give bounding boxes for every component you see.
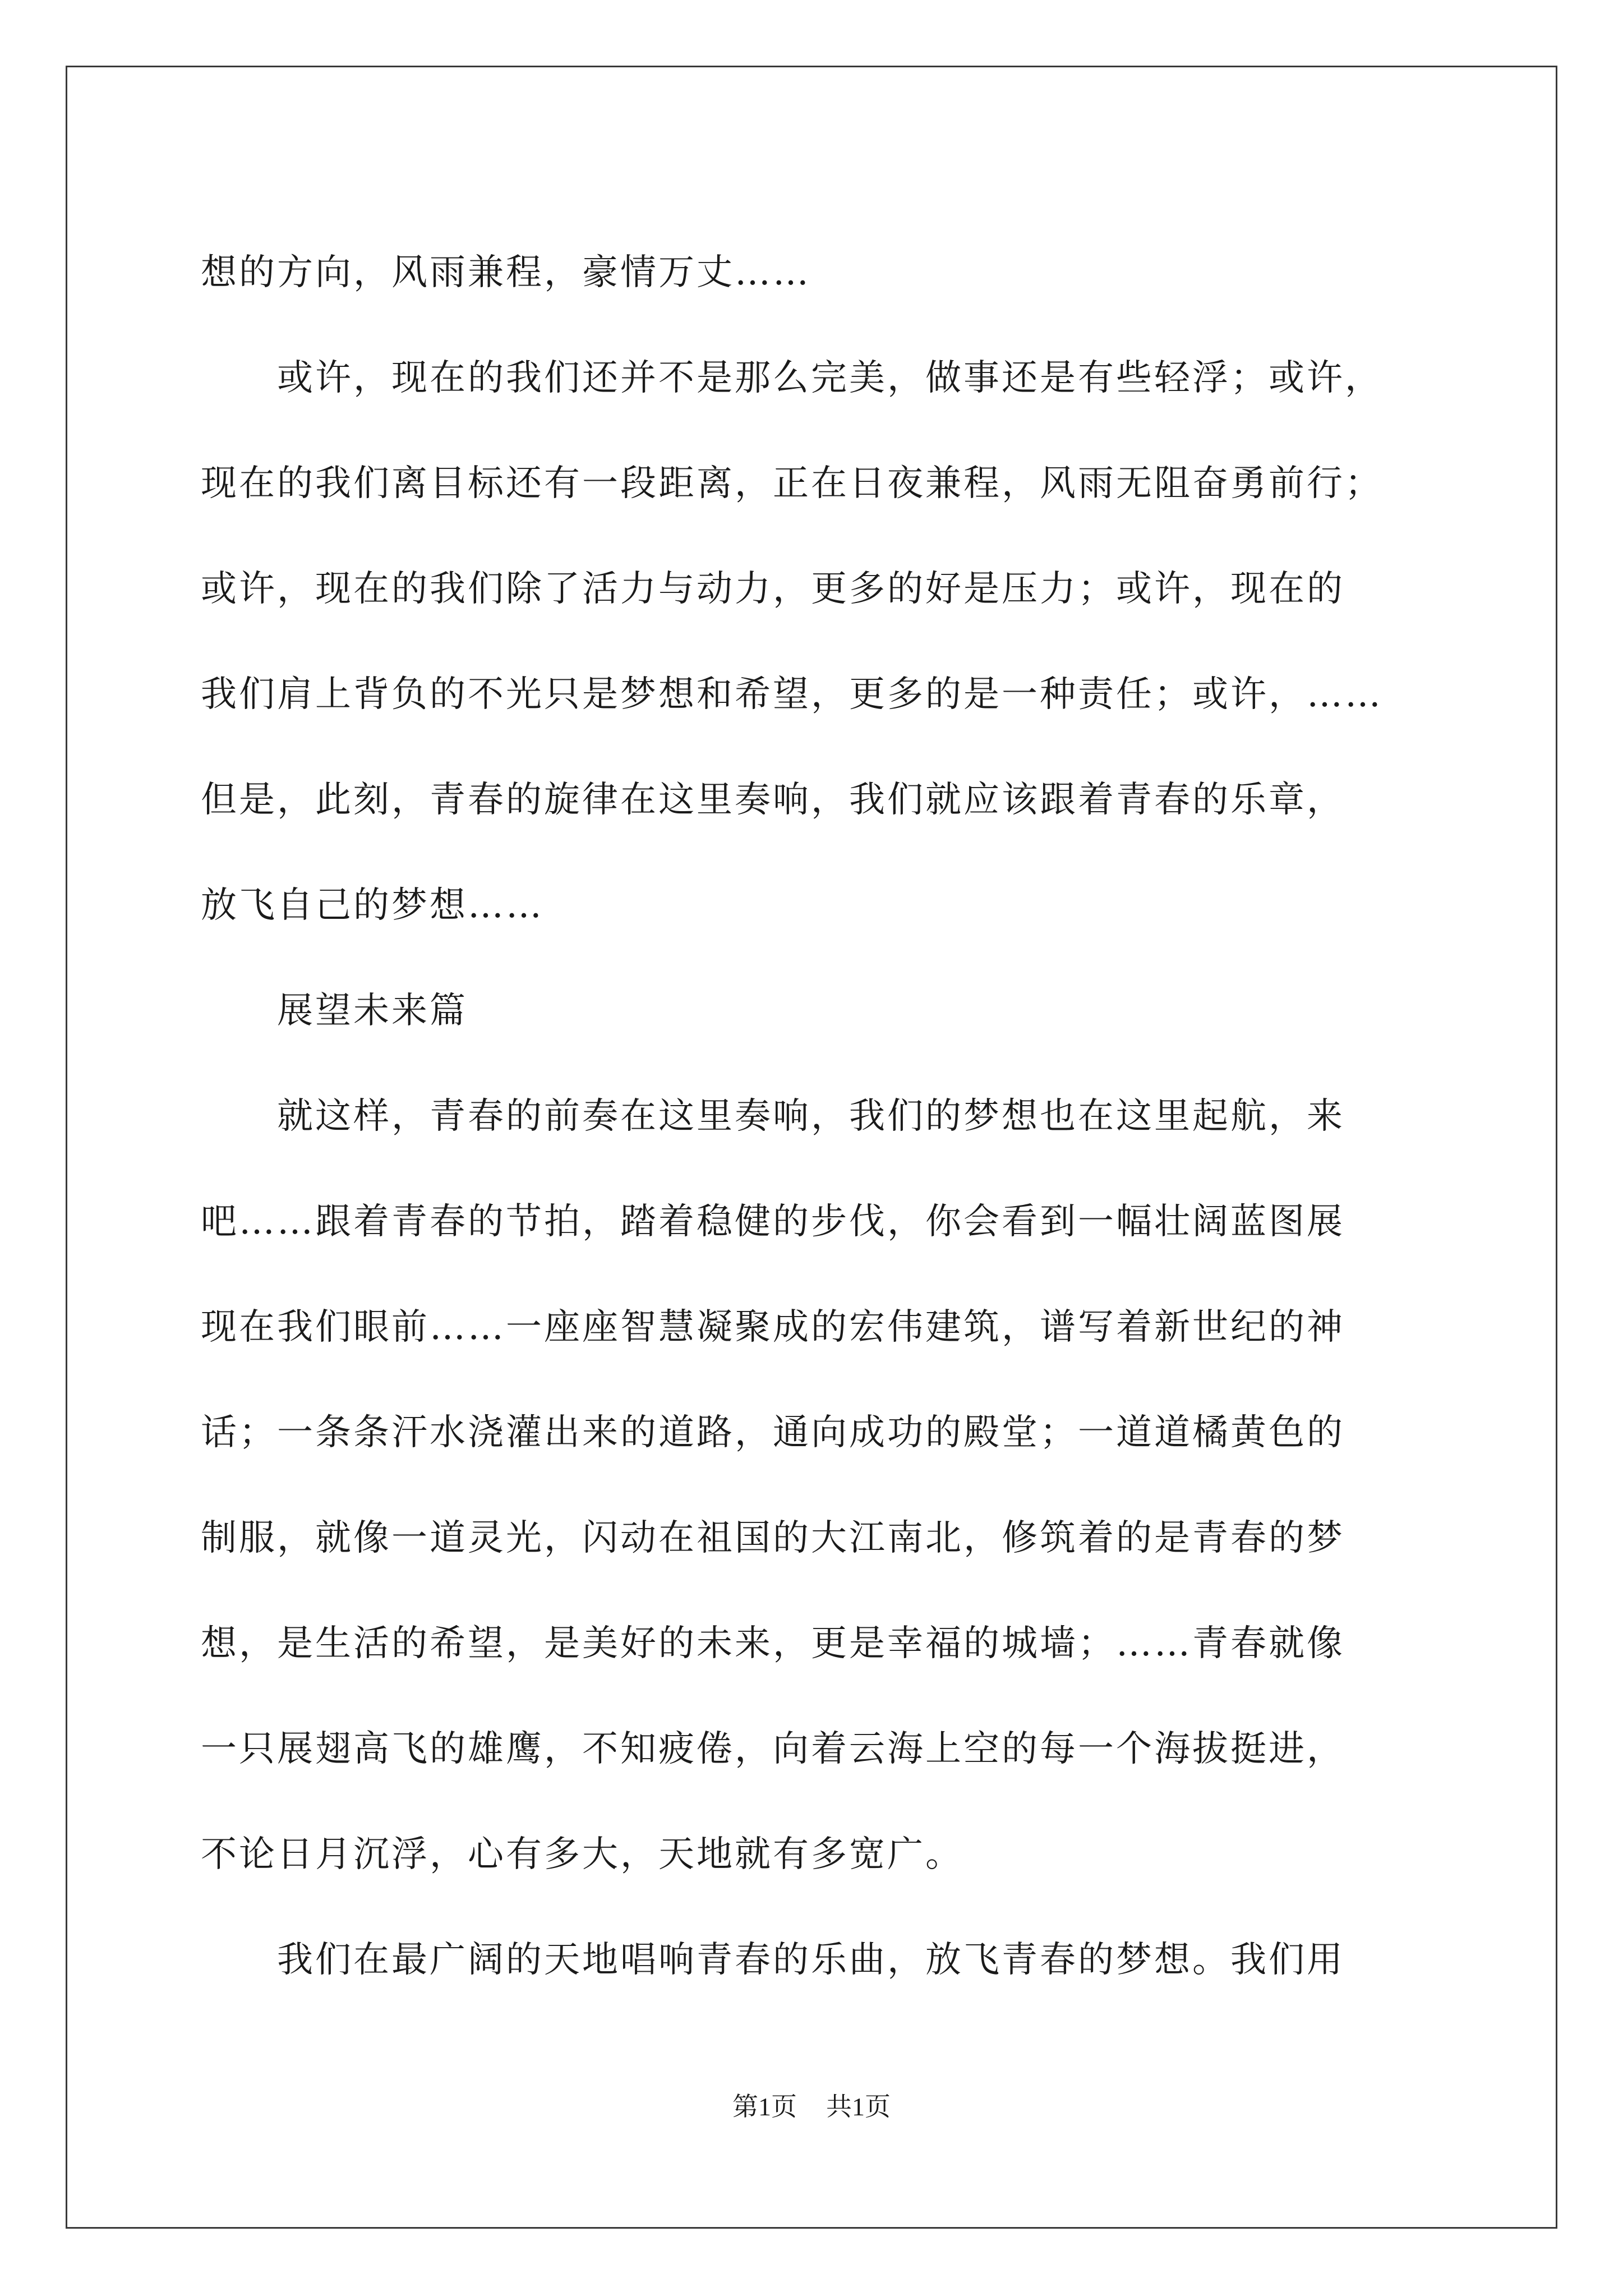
page-footer: [0, 2090, 1623, 2124]
section-heading: 展望未来篇: [201, 990, 468, 1032]
text-line: 我们肩上背负的不光只是梦想和希望，更多的是一种责任；或许，……: [201, 674, 1383, 715]
text-line: 一只展翅高飞的雄鹰，不知疲倦，向着云海上空的每一个海拔挺进，: [201, 1728, 1345, 1770]
page-total: 共1页: [826, 2092, 891, 2121]
text-line: 制服，就像一道灵光，闪动在祖国的大江南北，修筑着的是青春的梦: [201, 1517, 1345, 1559]
text-line: 或许，现在的我们还并不是那么完美，做事还是有些轻浮；或许，: [201, 357, 1383, 399]
text-line: 放飞自己的梦想……: [201, 885, 544, 926]
text-line: 不论日月沉浮，心有多大，天地就有多宽广。: [201, 1834, 963, 1875]
text-line: 现在的我们离目标还有一段距离，正在日夜兼程，风雨无阻奋勇前行；: [201, 463, 1383, 504]
text-line: 现在我们眼前……一座座智慧凝聚成的宏伟建筑，谱写着新世纪的神: [201, 1306, 1345, 1348]
text-line: 吧……跟着青春的节拍，踏着稳健的步伐，你会看到一幅壮阔蓝图展: [201, 1201, 1345, 1243]
text-line: 但是，此刻，青春的旋律在这里奏响，我们就应该跟着青春的乐章，: [201, 779, 1345, 821]
text-line: 话；一条条汗水浇灌出来的道路，通向成功的殿堂；一道道橘黄色的: [201, 1412, 1345, 1453]
text-line: 或许，现在的我们除了活力与动力，更多的好是压力；或许，现在的: [201, 568, 1345, 610]
text-line: 就这样，青春的前奏在这里奏响，我们的梦想也在这里起航，来: [201, 1096, 1345, 1137]
text-line: 我们在最广阔的天地唱响青春的乐曲，放飞青春的梦想。我们用: [201, 1939, 1345, 1981]
page-number: 第1页: [732, 2092, 797, 2121]
text-line: 想的方向，风雨兼程，豪情万丈……: [201, 252, 811, 293]
text-line: 想，是生活的希望，是美好的未来，更是幸福的城墙；……青春就像: [201, 1623, 1345, 1664]
document-body: [201, 220, 1435, 2013]
